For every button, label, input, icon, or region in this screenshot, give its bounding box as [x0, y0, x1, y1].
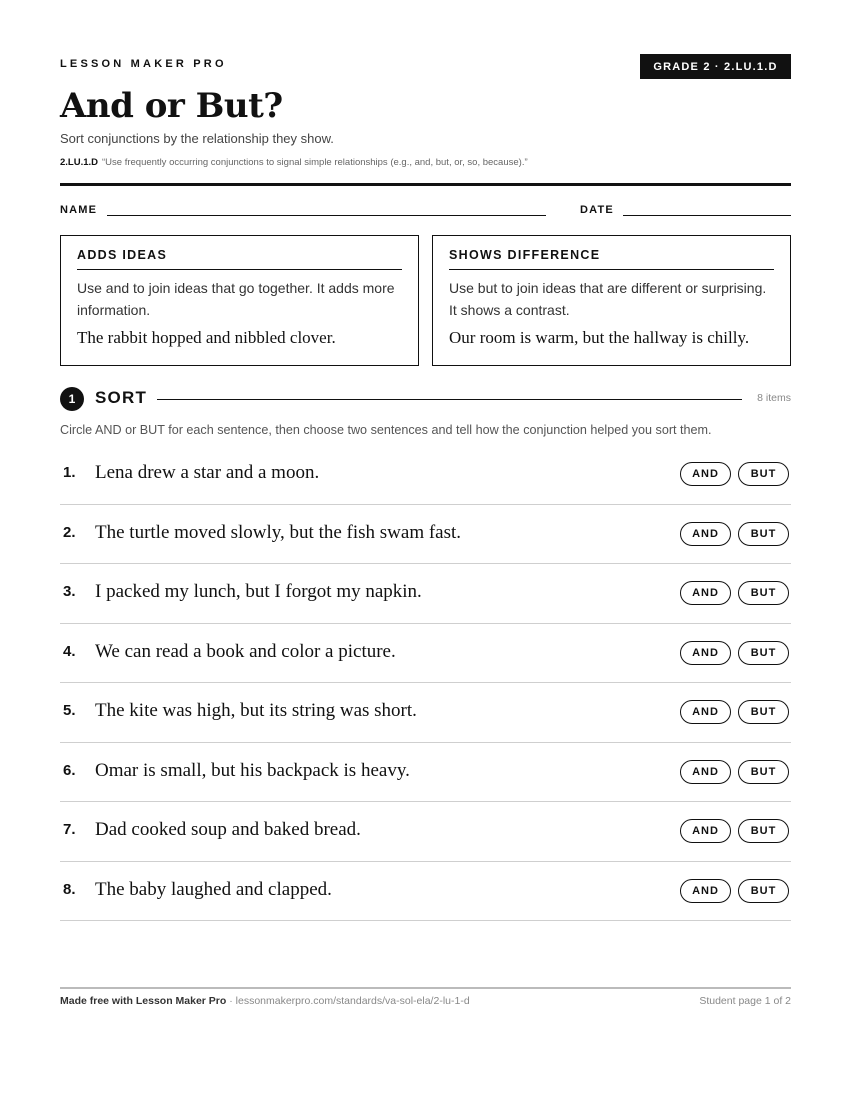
adds-ideas-card: [60, 235, 419, 366]
choice-group: [680, 522, 789, 546]
footer-divider: [60, 987, 791, 989]
name-field[interactable]: [107, 215, 546, 216]
and-choice[interactable]: AND: [680, 760, 731, 784]
item-number: 2.: [63, 523, 76, 541]
choice-group: [680, 581, 789, 605]
item-sentence: We can read a book and color a picture.: [95, 640, 396, 662]
footer-credit: [60, 995, 470, 1007]
but-choice[interactable]: BUT: [738, 641, 789, 665]
and-choice[interactable]: AND: [680, 819, 731, 843]
item-sentence: The turtle moved slowly, but the fish swam fast.: [95, 521, 462, 543]
item-sentence: Omar is small, but his backpack is heavy.: [95, 759, 410, 781]
item-sentence: I packed my lunch, but I forgot my napkin.: [95, 581, 422, 602]
item-number: 7.: [63, 821, 76, 838]
card-heading: ADDS IDEAS: [77, 248, 402, 270]
list-item: [60, 743, 791, 803]
card-heading: SHOWS DIFFERENCE: [449, 248, 774, 270]
section-header: [60, 387, 791, 411]
item-number: 8.: [63, 880, 76, 898]
page-subtitle: Sort conjunctions by the relationship they show.: [60, 131, 334, 146]
item-number: 3.: [63, 583, 76, 600]
grade-badge: GRADE 2 · 2.LU.1.D: [640, 54, 791, 79]
and-choice[interactable]: AND: [680, 641, 731, 665]
but-choice[interactable]: BUT: [738, 879, 789, 903]
choice-group: [680, 700, 789, 724]
list-item: [60, 505, 791, 565]
item-number: 1.: [63, 464, 76, 481]
date-field[interactable]: [623, 215, 791, 216]
and-choice[interactable]: AND: [680, 879, 731, 903]
date-label: DATE: [580, 204, 614, 216]
list-item: [60, 683, 791, 743]
choice-group: [680, 641, 789, 665]
but-choice[interactable]: BUT: [738, 819, 789, 843]
page-title: And or But?: [60, 86, 283, 126]
choice-group: [680, 879, 789, 903]
standard-text: “Use frequently occurring conjunctions to signal simple relationships (e.g., and, but, or, so, because).”: [102, 157, 528, 168]
item-number: 5.: [63, 702, 76, 719]
header-divider: [60, 183, 791, 186]
section-divider: [157, 399, 742, 400]
brand-name: LESSON MAKER PRO: [60, 58, 227, 70]
name-date-row: [60, 204, 791, 220]
and-choice[interactable]: AND: [680, 462, 731, 486]
footer-made-with: Made free with Lesson Maker Pro: [60, 995, 227, 1007]
name-label: NAME: [60, 204, 98, 216]
list-item: [60, 802, 791, 862]
standard-code: 2.LU.1.D: [60, 157, 99, 168]
choice-group: [680, 462, 789, 486]
and-choice[interactable]: AND: [680, 522, 731, 546]
section-title: SORT: [95, 388, 148, 407]
item-count: 8 items: [757, 392, 791, 404]
but-choice[interactable]: BUT: [738, 581, 789, 605]
item-number: 4.: [63, 642, 76, 660]
section-number-badge: 1: [60, 387, 84, 411]
and-choice[interactable]: AND: [680, 700, 731, 724]
card-example: Our room is warm, but the hallway is chilly.: [449, 328, 750, 347]
but-choice[interactable]: BUT: [738, 700, 789, 724]
choice-group: [680, 819, 789, 843]
instructions: Circle AND or BUT for each sentence, then choose two sentences and tell how the conjunction helped you sort them.: [60, 423, 712, 437]
but-choice[interactable]: BUT: [738, 462, 789, 486]
and-choice[interactable]: AND: [680, 581, 731, 605]
sentence-list: [60, 445, 791, 921]
item-sentence: The baby laughed and clapped.: [95, 878, 332, 900]
shows-difference-card: [432, 235, 791, 366]
list-item: [60, 624, 791, 684]
card-description: Use but to join ideas that are different or surprising. It shows a contrast.: [449, 280, 767, 318]
choice-group: [680, 760, 789, 784]
but-choice[interactable]: BUT: [738, 760, 789, 784]
list-item: [60, 445, 791, 505]
list-item: [60, 862, 791, 922]
item-sentence: Dad cooked soup and baked bread.: [95, 819, 361, 840]
item-sentence: Lena drew a star and a moon.: [95, 462, 320, 483]
item-number: 6.: [63, 761, 76, 779]
but-choice[interactable]: BUT: [738, 522, 789, 546]
worksheet-page: [60, 0, 791, 1100]
item-sentence: The kite was high, but its string was short.: [95, 700, 417, 721]
card-description: Use and to join ideas that go together. It adds more information.: [77, 280, 395, 318]
standard-reference: [60, 157, 528, 168]
footer-url[interactable]: · lessonmakerpro.com/standards/va-sol-ela/2-lu-1-d: [226, 995, 470, 1007]
page-indicator: Student page 1 of 2: [699, 995, 791, 1007]
card-example: The rabbit hopped and nibbled clover.: [77, 328, 336, 347]
list-item: [60, 564, 791, 624]
